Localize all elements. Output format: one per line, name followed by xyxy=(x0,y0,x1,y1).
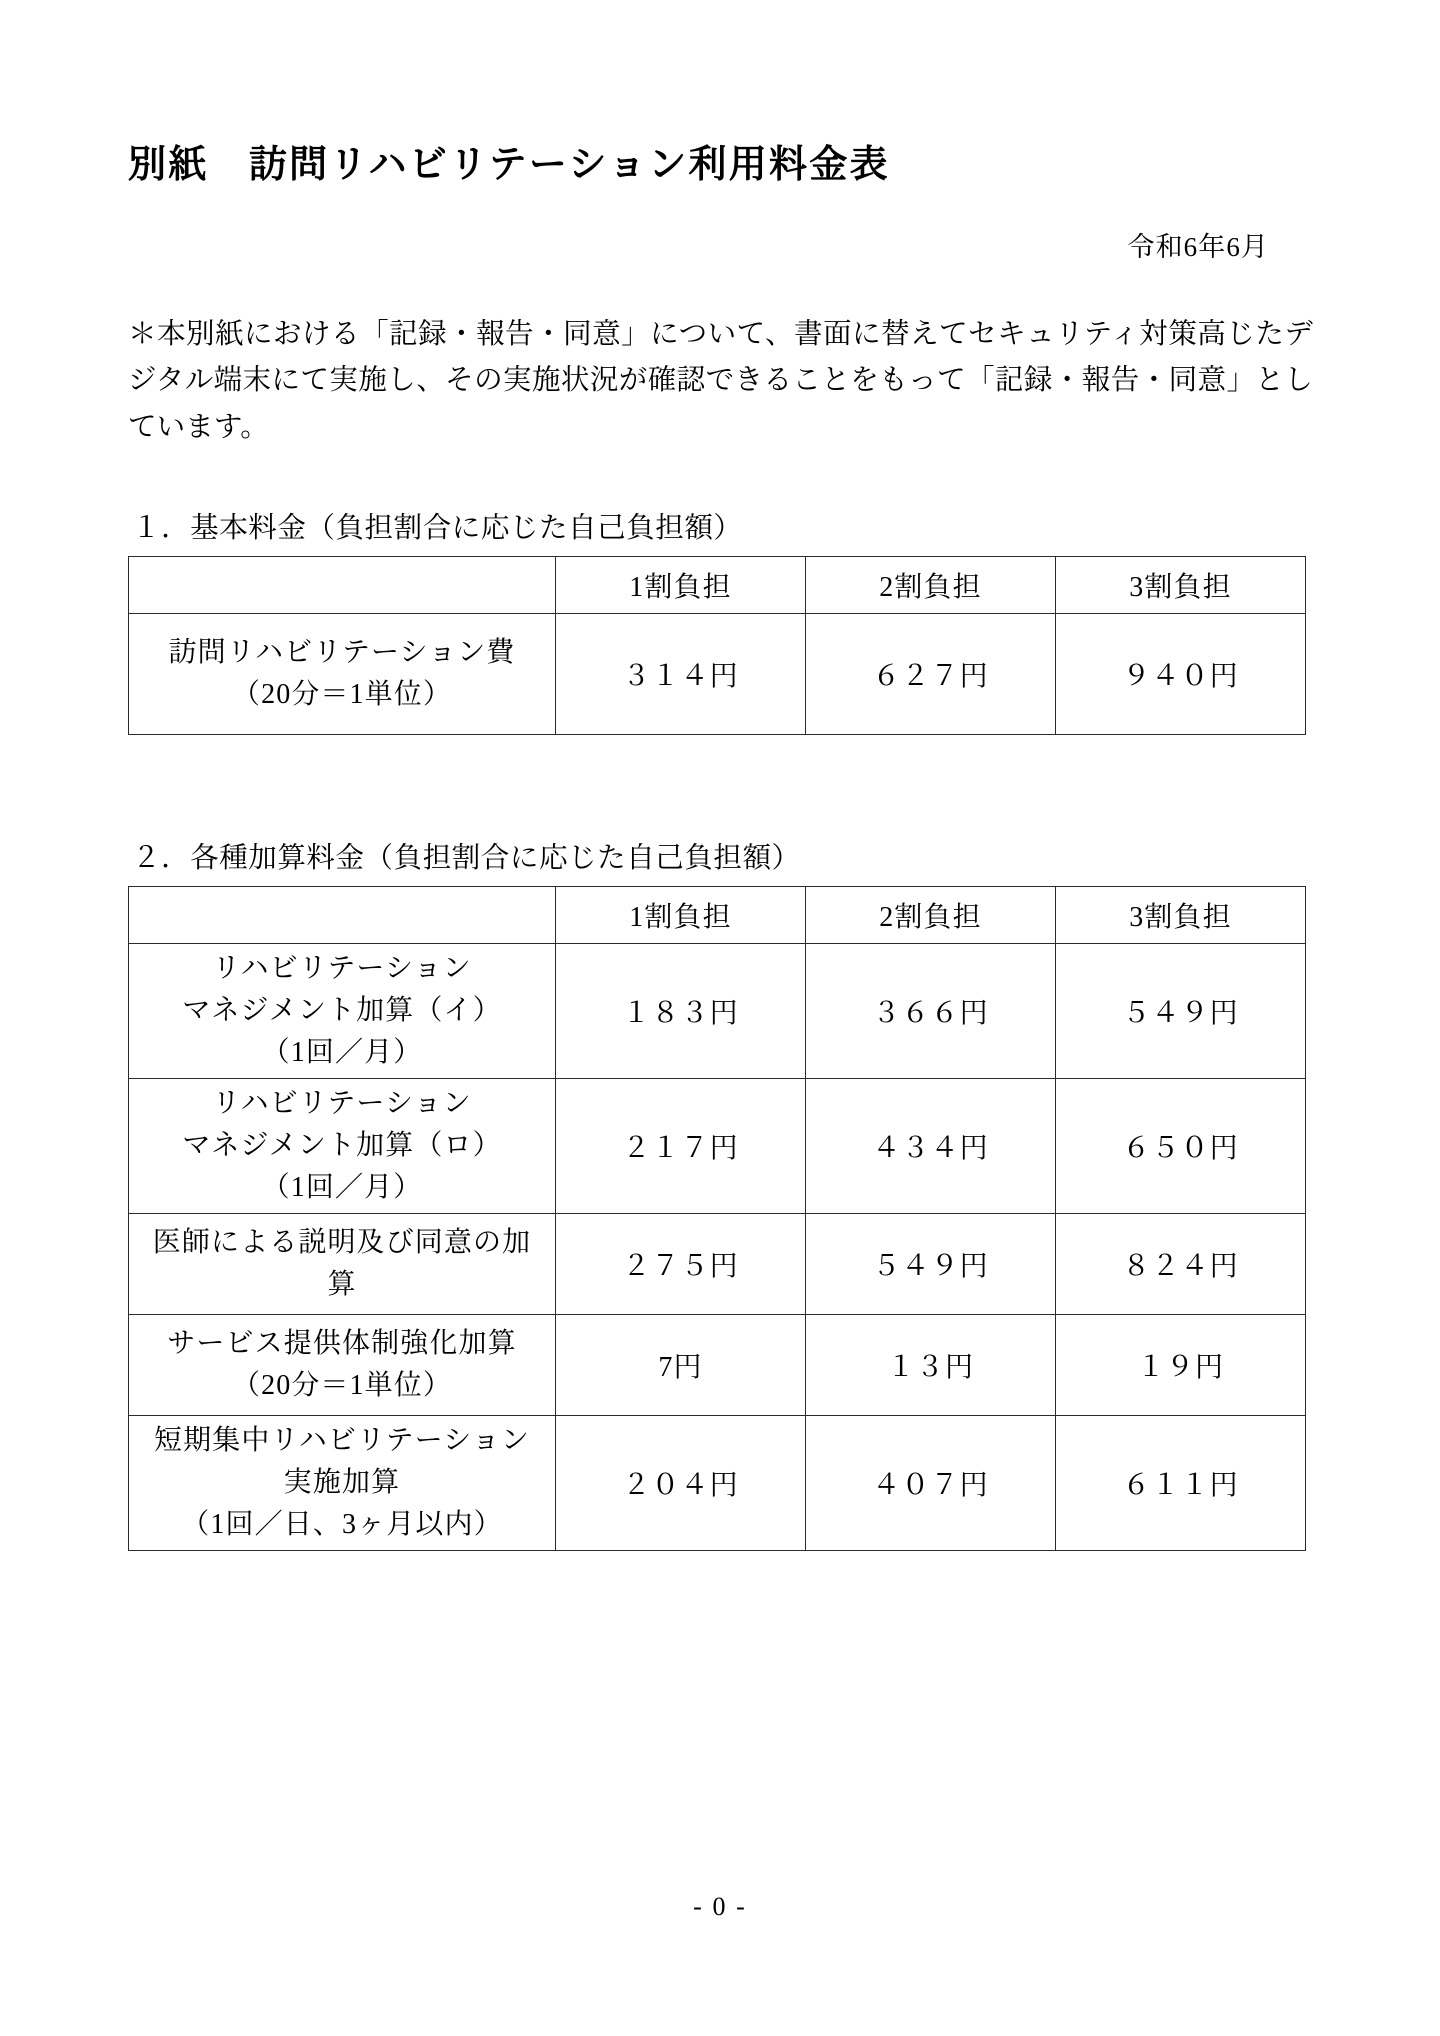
row-label-line-1: リハビリテーション xyxy=(212,1087,472,1119)
table-header-row xyxy=(129,886,1306,943)
row-label-line-2: 実施加算 xyxy=(283,1466,401,1498)
row-label-line-3: （1回／月） xyxy=(261,1171,423,1203)
additional-fee-table xyxy=(128,886,1306,1551)
amount-cell-rate-2: ３６６円 xyxy=(806,943,1056,1078)
row-label-line-3: （1回／月） xyxy=(261,1036,423,1068)
row-label-line-3: （1回／日、3ヶ月以内） xyxy=(181,1508,503,1540)
document-date: 令和6年6月 xyxy=(1127,232,1269,263)
amount-cell-rate-3: ６１１円 xyxy=(1056,1415,1306,1550)
amount-cell-rate-3: ９４０円 xyxy=(1056,613,1306,734)
row-label-cell xyxy=(129,943,556,1078)
amount-cell-rate-2: １３円 xyxy=(806,1314,1056,1415)
header-cell-rate-1: 1割負担 xyxy=(556,886,806,943)
row-label-cell xyxy=(129,1213,556,1314)
amount-cell-rate-3: ５４９円 xyxy=(1056,943,1306,1078)
row-label-line-1: 医師による説明及び同意の加 xyxy=(152,1226,532,1258)
row-label-line-2: 算 xyxy=(327,1268,357,1300)
section-1-heading: １．基本料金（負担割合に応じた自己負担額） xyxy=(132,512,743,544)
amount-cell-rate-3: ６５０円 xyxy=(1056,1078,1306,1213)
amount-cell-rate-1: ３１４円 xyxy=(556,613,806,734)
row-label-cell xyxy=(129,1314,556,1415)
amount-cell-rate-1: ２１７円 xyxy=(556,1078,806,1213)
row-label-line-2: （20分＝1単位） xyxy=(231,678,453,710)
lead-note-paragraph: ＊本別紙における「記録・報告・同意」について、書面に替えてセキュリティ対策高じたデジタル端末にて実施し、その実施状況が確認できることをもって「記録・報告・同意」としています。 xyxy=(128,319,1313,443)
page-title: 別紙 訪問リハビリテーション利用料金表 xyxy=(128,144,890,186)
table-header-row xyxy=(129,556,1306,613)
header-cell-rate-1: 1割負担 xyxy=(556,556,806,613)
row-label-line-1: 短期集中リハビリテーション xyxy=(153,1424,531,1456)
table-row xyxy=(129,943,1306,1078)
row-label-line-1: リハビリテーション xyxy=(212,952,472,984)
table-row xyxy=(129,613,1306,734)
header-cell-rate-3: 3割負担 xyxy=(1056,886,1306,943)
amount-cell-rate-3: ８２４円 xyxy=(1056,1213,1306,1314)
row-label-line-1: 訪問リハビリテーション費 xyxy=(168,636,516,668)
row-label-line-2: マネジメント加算（イ） xyxy=(182,994,502,1026)
header-cell-blank xyxy=(129,556,556,613)
table-row xyxy=(129,1078,1306,1213)
header-cell-rate-2: 2割負担 xyxy=(806,886,1056,943)
row-label-line-2: マネジメント加算（ロ） xyxy=(182,1129,502,1161)
row-label-line-2: （20分＝1単位） xyxy=(231,1369,453,1401)
document-content xyxy=(128,140,1313,1551)
amount-cell-rate-2: ６２７円 xyxy=(806,613,1056,734)
row-label-line-1: サービス提供体制強化加算 xyxy=(167,1327,517,1359)
basic-fee-table xyxy=(128,556,1306,735)
page-number-footer: - 0 - xyxy=(693,1892,747,1921)
row-label-cell xyxy=(129,1415,556,1550)
amount-cell-rate-1: １８３円 xyxy=(556,943,806,1078)
header-cell-rate-3: 3割負担 xyxy=(1056,556,1306,613)
table-row xyxy=(129,1213,1306,1314)
row-label-cell xyxy=(129,613,556,734)
header-cell-rate-2: 2割負担 xyxy=(806,556,1056,613)
amount-cell-rate-1: 7円 xyxy=(556,1314,806,1415)
section-2-heading: ２．各種加算料金（負担割合に応じた自己負担額） xyxy=(132,842,801,874)
amount-cell-rate-2: ４３４円 xyxy=(806,1078,1056,1213)
header-cell-blank xyxy=(129,886,556,943)
amount-cell-rate-2: ４０７円 xyxy=(806,1415,1056,1550)
row-label-cell xyxy=(129,1078,556,1213)
amount-cell-rate-1: ２７５円 xyxy=(556,1213,806,1314)
amount-cell-rate-2: ５４９円 xyxy=(806,1213,1056,1314)
table-row xyxy=(129,1314,1306,1415)
amount-cell-rate-3: １９円 xyxy=(1056,1314,1306,1415)
amount-cell-rate-1: ２０４円 xyxy=(556,1415,806,1550)
table-row xyxy=(129,1415,1306,1550)
